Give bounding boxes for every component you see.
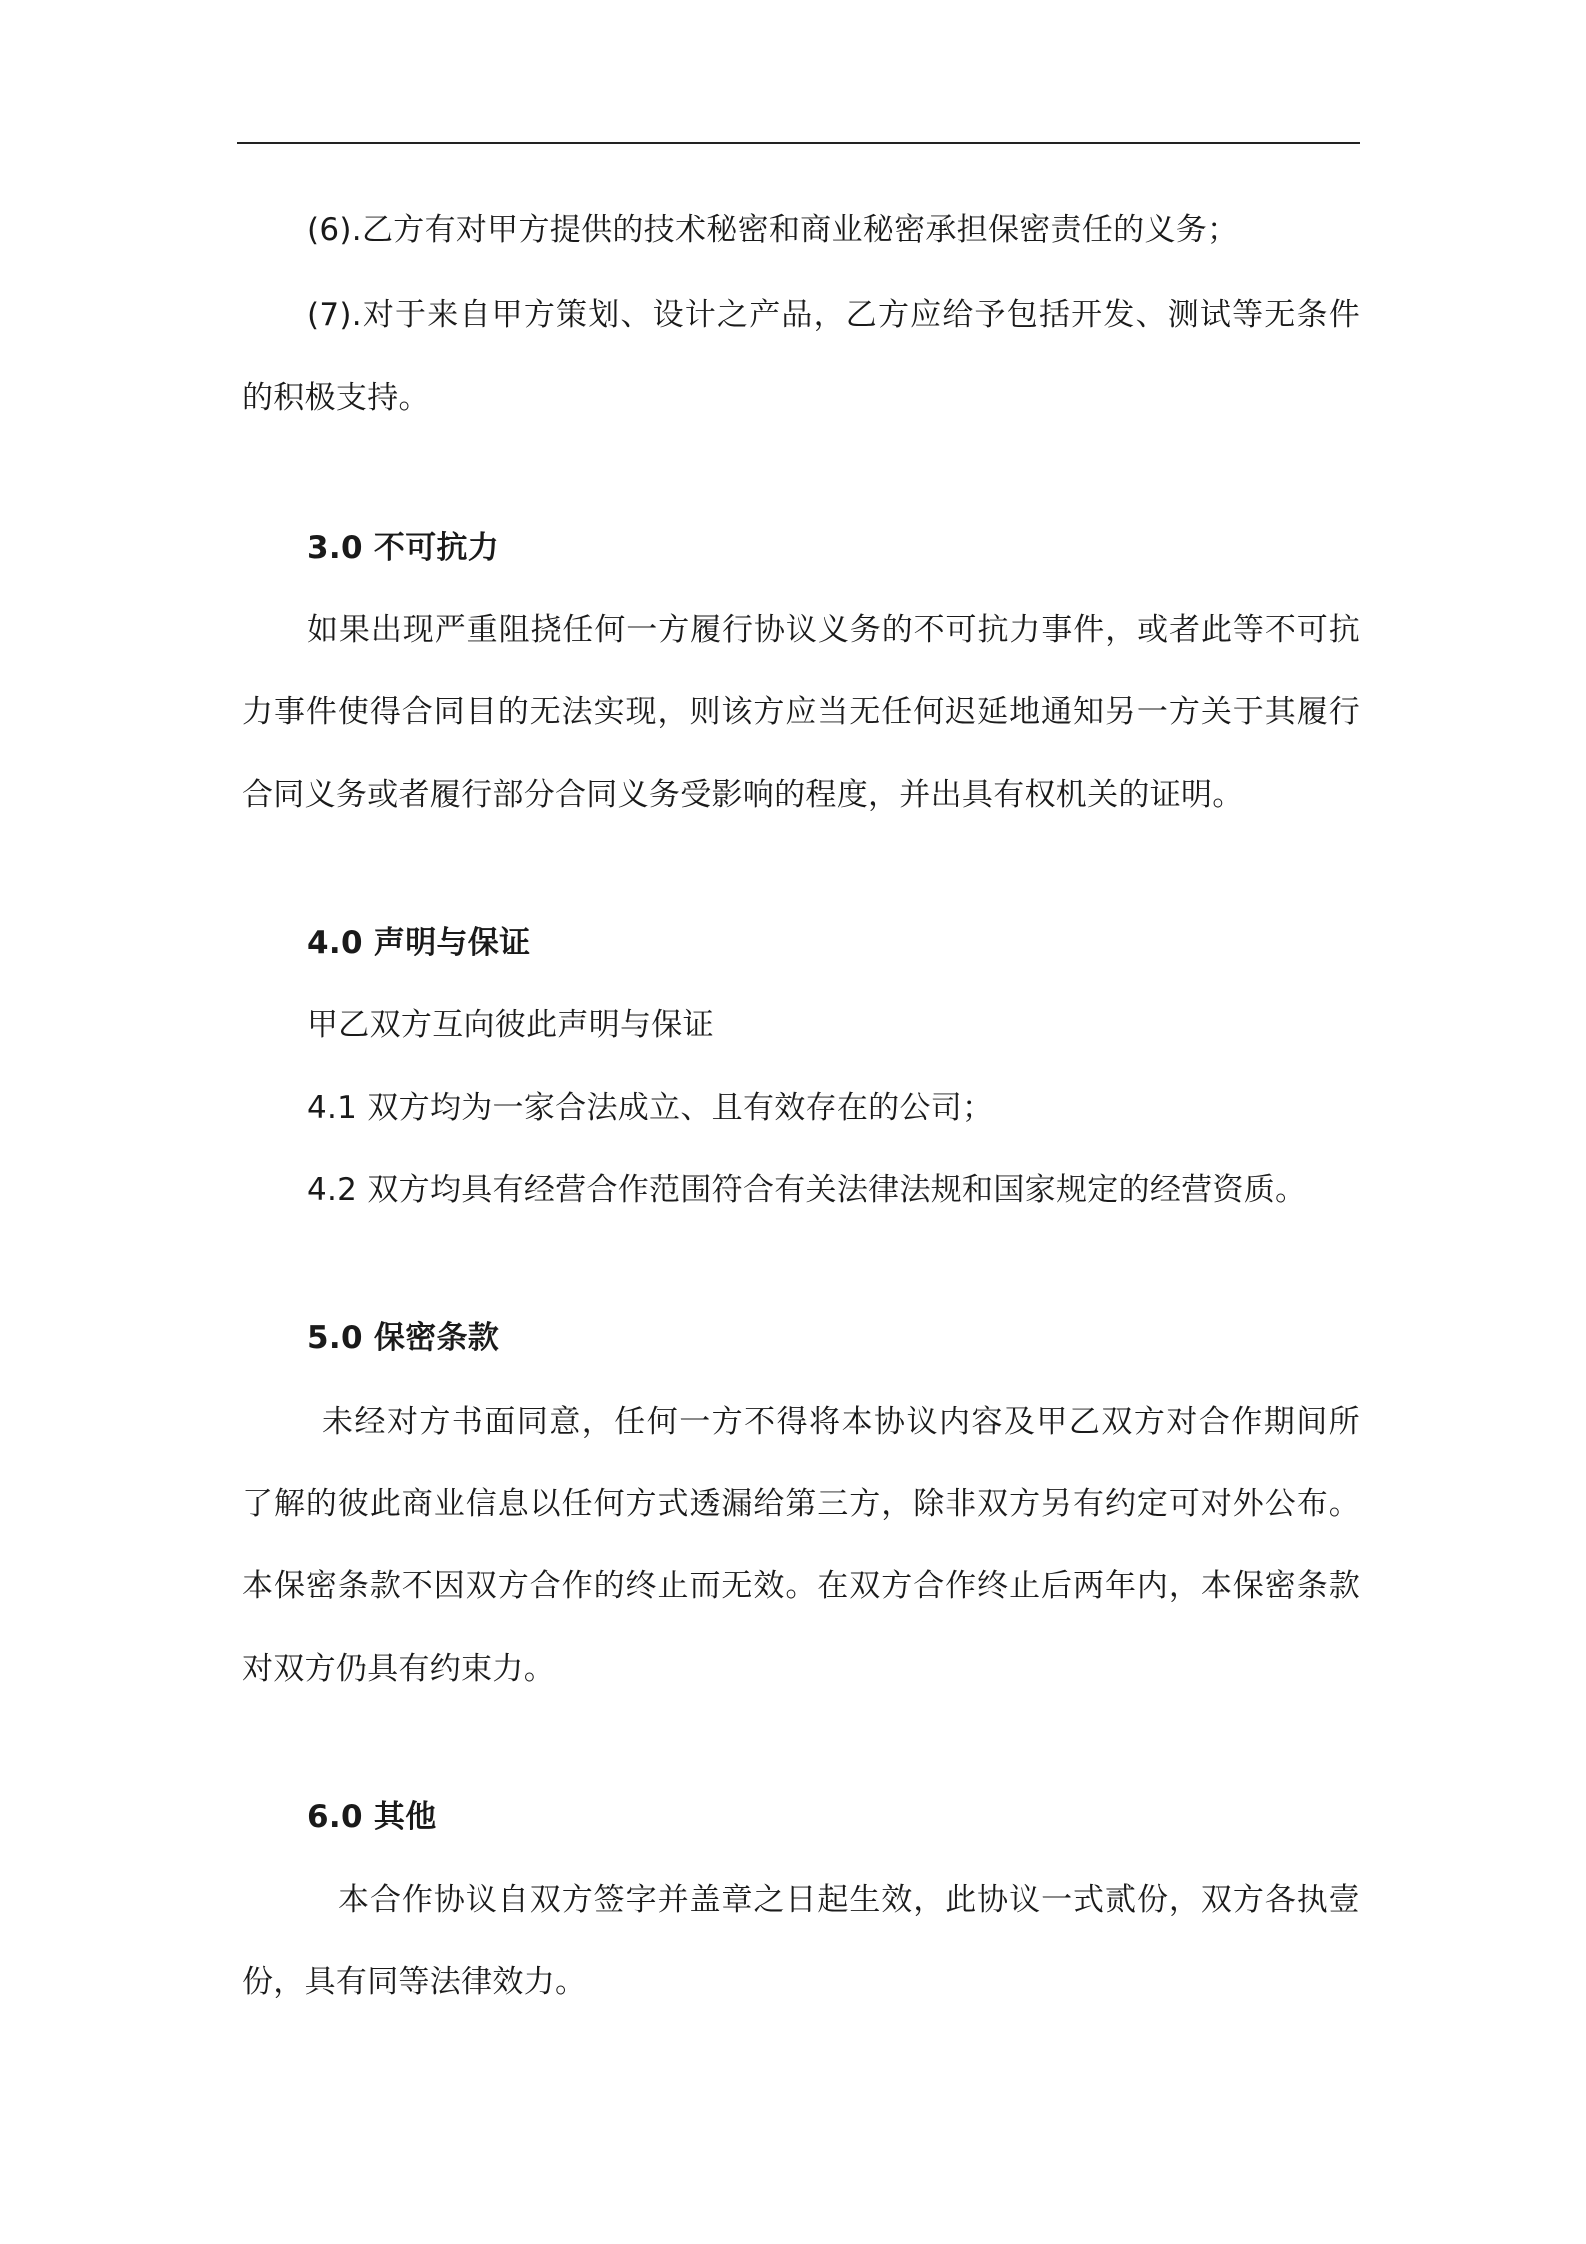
section-5-line-1: 未经对方书面同意，任何一方不得将本协议内容及甲乙双方对合作期间所 xyxy=(322,1404,1360,1440)
clause-item-6: (6).乙方有对甲方提供的技术秘密和商业秘密承担保密责任的义务； xyxy=(307,212,1239,248)
section-4-item-4-2: 4.2 双方均具有经营合作范围符合有关法律法规和国家规定的经营资质。 xyxy=(307,1172,1307,1208)
section-5-line-3: 本保密条款不因双方合作的终止而无效。在双方合作终止后两年内，本保密条款 xyxy=(242,1568,1360,1604)
section-3-heading: 3.0 不可抗力 xyxy=(307,530,500,566)
clause-item-7-line-2: 的积极支持。 xyxy=(242,380,430,416)
section-5-line-4: 对双方仍具有约束力。 xyxy=(242,1651,555,1687)
section-5-line-2: 了解的彼此商业信息以任何方式透漏给第三方，除非双方另有约定可对外公布。 xyxy=(242,1486,1360,1522)
section-5-heading: 5.0 保密条款 xyxy=(307,1320,500,1356)
section-4-intro: 甲乙双方互向彼此声明与保证 xyxy=(307,1007,714,1043)
section-4-heading: 4.0 声明与保证 xyxy=(307,925,531,961)
section-4-item-4-1: 4.1 双方均为一家合法成立、且有效存在的公司； xyxy=(307,1090,994,1126)
section-3-line-3: 合同义务或者履行部分合同义务受影响的程度，并出具有权机关的证明。 xyxy=(242,777,1244,813)
header-rule xyxy=(237,142,1360,144)
section-6-line-2: 份，具有同等法律效力。 xyxy=(242,1964,587,2000)
clause-item-7-line-1: (7).对于来自甲方策划、设计之产品，乙方应给予包括开发、测试等无条件 xyxy=(307,297,1360,333)
section-3-line-2: 力事件使得合同目的无法实现，则该方应当无任何迟延地通知另一方关于其履行 xyxy=(242,694,1360,730)
section-6-heading: 6.0 其他 xyxy=(307,1799,437,1835)
section-3-line-1: 如果出现严重阻挠任何一方履行协议义务的不可抗力事件，或者此等不可抗 xyxy=(307,612,1360,648)
section-6-line-1: 本合作协议自双方签字并盖章之日起生效，此协议一式贰份，双方各执壹 xyxy=(338,1882,1360,1918)
